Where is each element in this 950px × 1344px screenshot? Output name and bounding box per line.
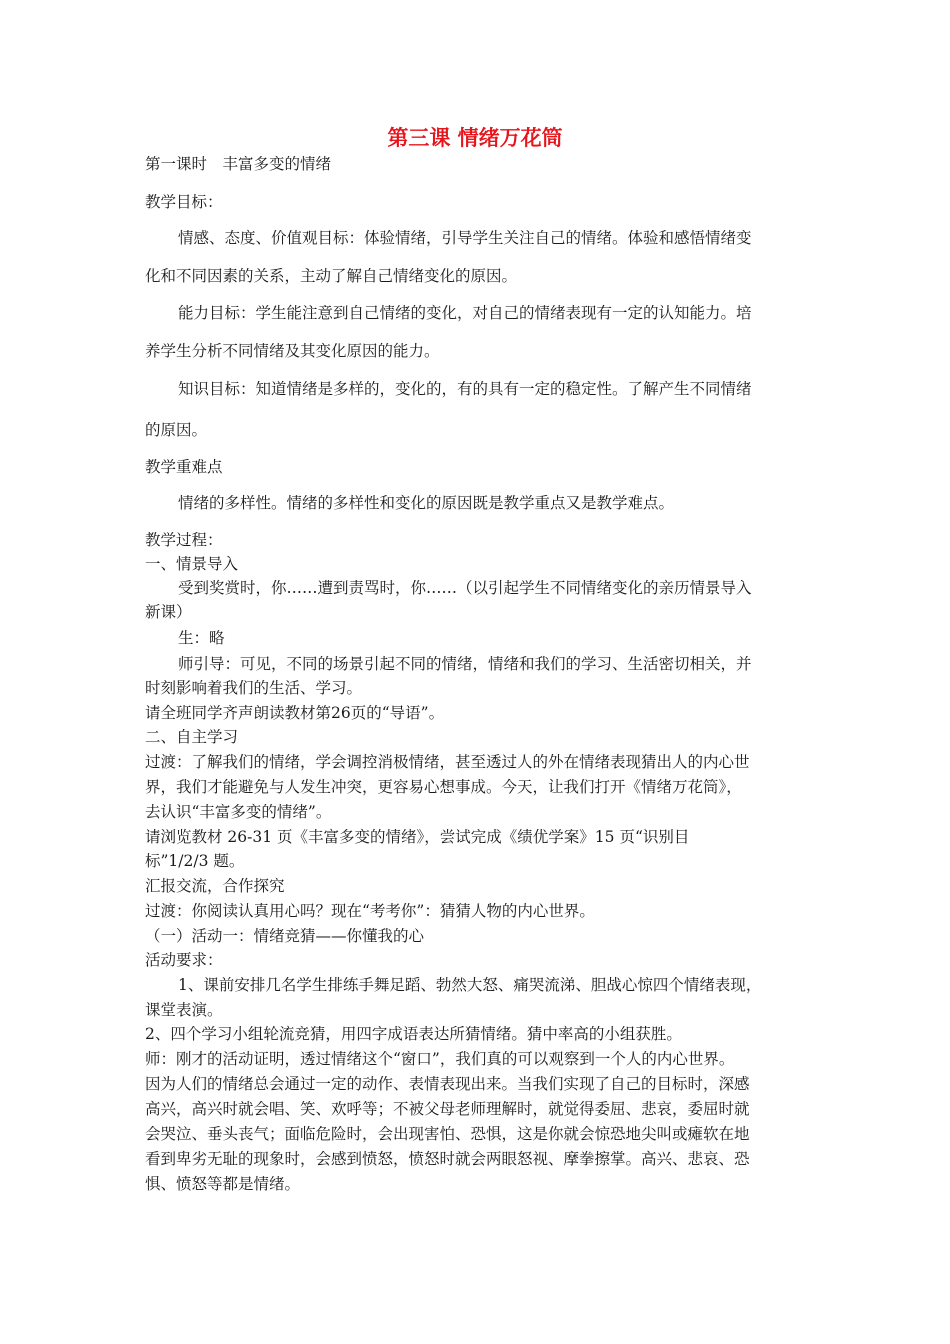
- paragraph-line: 高兴，高兴时就会唱、笑、欢呼等；不被父母老师理解时，就觉得委屈、悲哀，委屈时就: [145, 1100, 750, 1118]
- paragraph-line: 界，我们才能避免与人发生冲突，更容易心想事成。今天，让我们打开《情绪万花筒》，: [145, 778, 742, 796]
- section-heading: 教学过程：: [145, 531, 223, 549]
- paragraph-line: 新课）: [145, 603, 192, 621]
- paragraph-line: 请浏览教材 26-31 页《丰富多变的情绪》，尝试完成《绩优学案》15 页“识别目: [145, 828, 690, 846]
- paragraph-line: 受到奖赏时，你……遭到责骂时，你……（以引起学生不同情绪变化的亲历情景导入: [178, 579, 752, 597]
- page-title: 第三课 情绪万花筒: [387, 126, 563, 150]
- section-heading: 汇报交流，合作探究: [145, 877, 285, 895]
- paragraph-line: 化和不同因素的关系，主动了解自己情绪变化的原因。: [145, 267, 518, 285]
- paragraph-line: 标”1/2/3 题。: [145, 852, 245, 870]
- paragraph-line: 情感、态度、价值观目标：体验情绪，引导学生关注自己的情绪。体验和感悟情绪变: [178, 229, 752, 247]
- paragraph-line: 会哭泣、垂头丧气；面临危险时，会出现害怕、恐惧，这是你就会惊恐地尖叫或瘫软在地: [145, 1125, 750, 1143]
- paragraph-line: 能力目标：学生能注意到自己情绪的变化，对自己的情绪表现有一定的认知能力。培: [178, 304, 752, 322]
- paragraph-line: 师引导：可见，不同的场景引起不同的情绪，情绪和我们的学习、生活密切相关，并: [178, 655, 752, 673]
- paragraph-line: 知识目标：知道情绪是多样的，变化的，有的具有一定的稳定性。了解产生不同情绪: [178, 380, 752, 398]
- section-heading: 教学目标：: [145, 193, 223, 211]
- paragraph-line: 养学生分析不同情绪及其变化原因的能力。: [145, 342, 440, 360]
- paragraph-line: 课堂表演。: [145, 1001, 223, 1019]
- activity-heading: （一）活动一：情绪竞猜——你懂我的心: [145, 927, 425, 945]
- section-heading: 二、自主学习: [145, 728, 239, 746]
- paragraph-line: 时刻影响着我们的生活、学习。: [145, 679, 363, 697]
- paragraph-line: 生：略: [178, 629, 225, 647]
- paragraph-line: 师：刚才的活动证明，透过情绪这个“窗口”，我们真的可以观察到一个人的内心世界。: [145, 1050, 735, 1068]
- paragraph-line: 看到卑劣无耻的现象时，会感到愤怒，愤怒时就会两眼怒视、摩拳擦掌。高兴、悲哀、恐: [145, 1150, 750, 1168]
- lesson-subtitle: 第一课时 丰富多变的情绪: [145, 155, 332, 173]
- paragraph-line: 的原因。: [145, 421, 208, 439]
- paragraph-line: 请全班同学齐声朗读教材第26页的“导语”。: [145, 704, 445, 722]
- section-heading: 一、情景导入: [145, 555, 239, 573]
- paragraph-line: 过渡：你阅读认真用心吗？现在“考考你”：猜猜人物的内心世界。: [145, 902, 595, 920]
- paragraph-line: 去认识“丰富多变的情绪”。: [145, 803, 332, 821]
- paragraph-line: 因为人们的情绪总会通过一定的动作、表情表现出来。当我们实现了自己的目标时，深感: [145, 1075, 750, 1093]
- paragraph-line: 惧、愤怒等都是情绪。: [145, 1175, 301, 1193]
- list-item: 1、课前安排几名学生排练手舞足蹈、勃然大怒、痛哭流涕、胆战心惊四个情绪表现，: [178, 976, 762, 994]
- paragraph-line: 过渡：了解我们的情绪，学会调控消极情绪，甚至透过人的外在情绪表现猜出人的内心世: [145, 753, 750, 771]
- paragraph-line: 情绪的多样性。情绪的多样性和变化的原因既是教学重点又是教学难点。: [178, 494, 675, 512]
- paragraph-line: 活动要求：: [145, 951, 223, 969]
- list-item: 2、四个学习小组轮流竞猜，用四字成语表达所猜情绪。猜中率高的小组获胜。: [145, 1025, 682, 1043]
- section-heading: 教学重难点: [145, 458, 223, 476]
